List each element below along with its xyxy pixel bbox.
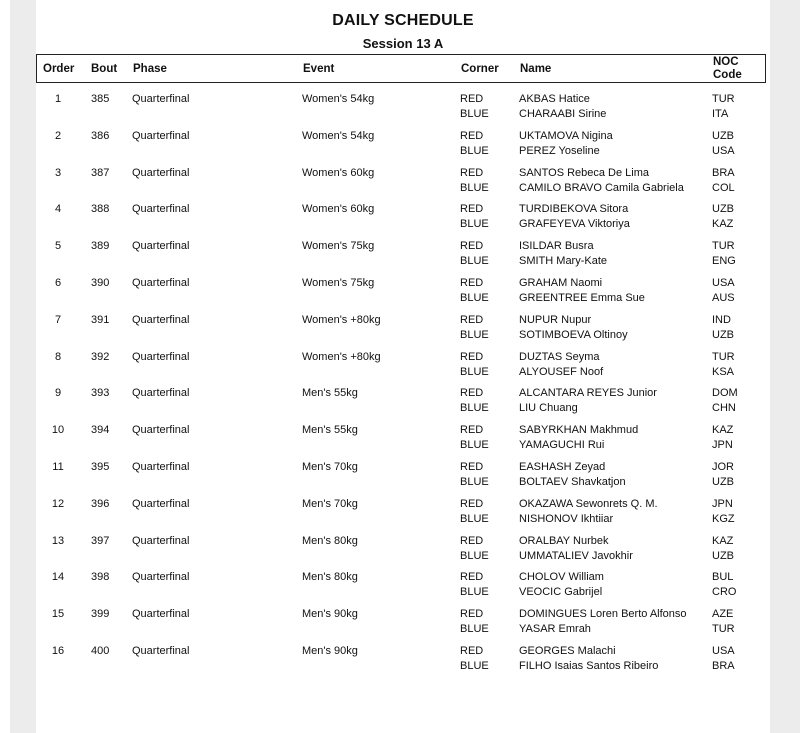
blue-noc-code: UZB bbox=[712, 328, 734, 341]
phase-label: Quarterfinal bbox=[132, 424, 190, 437]
bout-list bbox=[36, 92, 770, 681]
red-noc-code: UZB bbox=[712, 129, 734, 142]
phase-label: Quarterfinal bbox=[132, 387, 190, 400]
blue-corner-label: BLUE bbox=[460, 659, 489, 672]
red-athlete-name: OKAZAWA Sewonrets Q. M. bbox=[519, 497, 658, 510]
event-label: Men's 90kg bbox=[302, 608, 358, 621]
blue-corner-label: BLUE bbox=[460, 291, 489, 304]
event-label: Men's 90kg bbox=[302, 644, 358, 657]
bout-number: 394 bbox=[91, 424, 110, 437]
red-corner-label: RED bbox=[460, 608, 484, 621]
blue-noc-code: KSA bbox=[712, 365, 735, 378]
red-corner-label: RED bbox=[460, 240, 484, 253]
red-athlete-name: DUZTAS Seyma bbox=[519, 350, 600, 363]
red-corner-label: RED bbox=[460, 424, 484, 437]
event-label: Women's 60kg bbox=[302, 166, 375, 179]
order-number: 5 bbox=[54, 240, 62, 253]
bout-row bbox=[36, 644, 770, 681]
red-athlete-name: ISILDAR Busra bbox=[519, 240, 594, 253]
document-title: DAILY SCHEDULE bbox=[332, 12, 474, 29]
event-label: Women's +80kg bbox=[302, 350, 381, 363]
blue-noc-code: KAZ bbox=[712, 218, 734, 231]
red-noc-code: TUR bbox=[712, 240, 735, 253]
bout-row bbox=[36, 166, 770, 203]
blue-corner-label: BLUE bbox=[460, 439, 489, 452]
blue-noc-code: ENG bbox=[712, 255, 736, 268]
red-noc-code: USA bbox=[712, 276, 735, 289]
red-corner-label: RED bbox=[460, 387, 484, 400]
bout-number: 387 bbox=[91, 166, 110, 179]
phase-label: Quarterfinal bbox=[132, 129, 190, 142]
bout-number: 388 bbox=[91, 203, 110, 216]
phase-label: Quarterfinal bbox=[132, 166, 190, 179]
phase-label: Quarterfinal bbox=[132, 497, 190, 510]
phase-label: Quarterfinal bbox=[132, 240, 190, 253]
blue-noc-code: UZB bbox=[712, 475, 734, 488]
phase-label: Quarterfinal bbox=[132, 608, 190, 621]
red-corner-label: RED bbox=[460, 534, 484, 547]
order-number: 3 bbox=[54, 166, 62, 179]
red-corner-label: RED bbox=[460, 571, 484, 584]
event-label: Women's 60kg bbox=[302, 203, 375, 216]
blue-noc-code: KGZ bbox=[712, 512, 735, 525]
event-label: Women's +80kg bbox=[302, 313, 381, 326]
blue-noc-code: UZB bbox=[712, 549, 734, 562]
bout-number: 396 bbox=[91, 497, 110, 510]
blue-athlete-name: PEREZ Yoseline bbox=[519, 144, 600, 157]
order-number: 7 bbox=[54, 313, 62, 326]
order-number: 12 bbox=[51, 497, 65, 510]
blue-athlete-name: NISHONOV Ikhtiiar bbox=[519, 512, 614, 525]
order-number: 13 bbox=[51, 534, 65, 547]
header-event: Event bbox=[303, 63, 335, 75]
bout-number: 398 bbox=[91, 571, 110, 584]
bout-number: 397 bbox=[91, 534, 110, 547]
order-number: 4 bbox=[54, 203, 62, 216]
order-number: 10 bbox=[51, 424, 65, 437]
red-athlete-name: AKBAS Hatice bbox=[519, 93, 590, 105]
bout-row bbox=[36, 460, 770, 497]
blue-noc-code: JPN bbox=[712, 439, 733, 452]
red-noc-code: USA bbox=[712, 644, 735, 657]
blue-athlete-name: SMITH Mary-Kate bbox=[519, 255, 608, 268]
bout-row bbox=[36, 276, 770, 313]
bout-number: 392 bbox=[91, 350, 110, 363]
blue-noc-code: USA bbox=[712, 144, 735, 157]
event-label: Men's 55kg bbox=[302, 424, 358, 437]
header-order: Order bbox=[43, 63, 75, 75]
blue-noc-code: TUR bbox=[712, 623, 735, 636]
blue-athlete-name: YAMAGUCHI Rui bbox=[519, 439, 605, 452]
blue-corner-label: BLUE bbox=[460, 475, 489, 488]
blue-athlete-name: SOTIMBOEVA Oltinoy bbox=[519, 328, 628, 341]
event-label: Men's 80kg bbox=[302, 534, 358, 547]
red-corner-label: RED bbox=[460, 313, 484, 326]
red-corner-label: RED bbox=[460, 129, 484, 142]
red-athlete-name: DOMINGUES Loren Berto Alfonso bbox=[519, 608, 687, 621]
header-corner: Corner bbox=[461, 63, 499, 75]
blue-athlete-name: GRAFEYEVA Viktoriya bbox=[519, 218, 630, 231]
order-number: 14 bbox=[51, 571, 65, 584]
blue-corner-label: BLUE bbox=[460, 255, 489, 268]
red-noc-code: JPN bbox=[712, 497, 733, 510]
red-athlete-name: UKTAMOVA Nigina bbox=[519, 129, 613, 142]
bout-number: 393 bbox=[91, 387, 110, 400]
event-label: Women's 75kg bbox=[302, 240, 375, 253]
bout-row bbox=[36, 607, 770, 644]
bout-number: 400 bbox=[91, 644, 110, 657]
red-noc-code: UZB bbox=[712, 203, 734, 216]
red-noc-code: BRA bbox=[712, 166, 735, 179]
bout-number: 386 bbox=[91, 129, 110, 142]
red-corner-label: RED bbox=[460, 166, 484, 179]
bout-row bbox=[36, 497, 770, 534]
red-athlete-name: ALCANTARA REYES Junior bbox=[519, 387, 657, 400]
blue-noc-code: COL bbox=[712, 181, 735, 194]
event-label: Men's 70kg bbox=[302, 497, 358, 510]
order-number: 2 bbox=[54, 129, 62, 142]
red-noc-code: BUL bbox=[712, 571, 734, 584]
red-athlete-name: TURDIBEKOVA Sitora bbox=[519, 203, 629, 216]
bout-row bbox=[36, 423, 770, 460]
red-athlete-name: NUPUR Nupur bbox=[519, 313, 592, 326]
session-subtitle: Session 13 A bbox=[362, 36, 444, 51]
red-noc-code: JOR bbox=[712, 460, 734, 473]
red-athlete-name: ORALBAY Nurbek bbox=[519, 534, 609, 547]
phase-label: Quarterfinal bbox=[132, 93, 190, 105]
red-noc-code: IND bbox=[712, 313, 731, 326]
bout-row bbox=[36, 570, 770, 607]
blue-corner-label: BLUE bbox=[460, 512, 489, 525]
red-noc-code: DOM bbox=[712, 387, 738, 400]
red-noc-code: AZE bbox=[712, 608, 734, 621]
blue-noc-code: BRA bbox=[712, 659, 735, 672]
event-label: Men's 55kg bbox=[302, 387, 358, 400]
blue-noc-code: AUS bbox=[712, 291, 735, 304]
blue-corner-label: BLUE bbox=[460, 181, 489, 194]
red-athlete-name: GEORGES Malachi bbox=[519, 644, 616, 657]
phase-label: Quarterfinal bbox=[132, 460, 190, 473]
phase-label: Quarterfinal bbox=[132, 313, 190, 326]
order-number: 6 bbox=[54, 276, 62, 289]
phase-label: Quarterfinal bbox=[132, 534, 190, 547]
blue-corner-label: BLUE bbox=[460, 108, 489, 120]
bout-row bbox=[36, 202, 770, 239]
red-noc-code: TUR bbox=[712, 350, 735, 363]
header-name: Name bbox=[520, 63, 552, 75]
bout-number: 395 bbox=[91, 460, 110, 473]
red-athlete-name: CHOLOV William bbox=[519, 571, 604, 584]
blue-corner-label: BLUE bbox=[460, 623, 489, 636]
blue-athlete-name: FILHO Isaias Santos Ribeiro bbox=[519, 659, 659, 672]
order-number: 8 bbox=[54, 350, 62, 363]
blue-noc-code: CRO bbox=[712, 586, 737, 599]
order-number: 1 bbox=[54, 93, 62, 105]
bout-row bbox=[36, 129, 770, 166]
blue-athlete-name: LIU Chuang bbox=[519, 402, 578, 415]
header-phase: Phase bbox=[133, 63, 167, 75]
red-corner-label: RED bbox=[460, 203, 484, 216]
bout-number: 389 bbox=[91, 240, 110, 253]
blue-noc-code: ITA bbox=[712, 108, 729, 120]
red-athlete-name: GRAHAM Naomi bbox=[519, 276, 603, 289]
phase-label: Quarterfinal bbox=[132, 350, 190, 363]
blue-athlete-name: CHARAABI Sirine bbox=[519, 108, 607, 120]
red-athlete-name: EASHASH Zeyad bbox=[519, 460, 606, 473]
bout-row bbox=[36, 350, 770, 387]
order-number: 11 bbox=[52, 460, 64, 473]
bout-number: 385 bbox=[91, 93, 110, 105]
red-noc-code: KAZ bbox=[712, 424, 734, 437]
blue-athlete-name: GREENTREE Emma Sue bbox=[519, 291, 645, 304]
red-corner-label: RED bbox=[460, 350, 484, 363]
order-number: 15 bbox=[51, 608, 65, 621]
bout-row bbox=[36, 534, 770, 571]
bout-row bbox=[36, 239, 770, 276]
red-corner-label: RED bbox=[460, 497, 484, 510]
blue-athlete-name: UMMATALIEV Javokhir bbox=[519, 549, 633, 562]
blue-athlete-name: ALYOUSEF Noof bbox=[519, 365, 604, 378]
bout-row bbox=[36, 386, 770, 423]
blue-corner-label: BLUE bbox=[460, 218, 489, 231]
bout-row bbox=[36, 313, 770, 350]
red-corner-label: RED bbox=[460, 644, 484, 657]
blue-athlete-name: YASAR Emrah bbox=[519, 623, 591, 636]
event-label: Men's 70kg bbox=[302, 460, 358, 473]
red-corner-label: RED bbox=[460, 460, 484, 473]
page-edge-left bbox=[10, 0, 36, 733]
blue-athlete-name: CAMILO BRAVO Camila Gabriela bbox=[519, 181, 684, 194]
blue-corner-label: BLUE bbox=[460, 144, 489, 157]
phase-label: Quarterfinal bbox=[132, 276, 190, 289]
page-edge-right bbox=[770, 0, 800, 733]
event-label: Women's 75kg bbox=[302, 276, 375, 289]
event-label: Women's 54kg bbox=[302, 93, 375, 105]
event-label: Women's 54kg bbox=[302, 129, 375, 142]
bout-number: 390 bbox=[91, 276, 110, 289]
bout-number: 391 bbox=[91, 313, 110, 326]
blue-corner-label: BLUE bbox=[460, 549, 489, 562]
bout-number: 399 bbox=[91, 608, 110, 621]
blue-corner-label: BLUE bbox=[460, 586, 489, 599]
red-athlete-name: SABYRKHAN Makhmud bbox=[519, 424, 639, 437]
phase-label: Quarterfinal bbox=[132, 644, 190, 657]
blue-athlete-name: BOLTAEV Shavkatjon bbox=[519, 475, 626, 488]
bout-row bbox=[36, 92, 770, 129]
header-noc-code: Code bbox=[713, 69, 742, 81]
red-corner-label: RED bbox=[460, 93, 484, 105]
event-label: Men's 80kg bbox=[302, 571, 358, 584]
order-number: 9 bbox=[54, 387, 62, 400]
blue-athlete-name: VEOCIC Gabrijel bbox=[519, 586, 603, 599]
blue-corner-label: BLUE bbox=[460, 365, 489, 378]
header-bout: Bout bbox=[91, 63, 118, 75]
red-noc-code: KAZ bbox=[712, 534, 734, 547]
schedule-sheet bbox=[36, 0, 770, 733]
phase-label: Quarterfinal bbox=[132, 571, 190, 584]
blue-corner-label: BLUE bbox=[460, 402, 489, 415]
blue-corner-label: BLUE bbox=[460, 328, 489, 341]
red-noc-code: TUR bbox=[712, 93, 735, 105]
red-athlete-name: SANTOS Rebeca De Lima bbox=[519, 166, 650, 179]
table-header bbox=[36, 54, 766, 83]
order-number: 16 bbox=[51, 644, 65, 657]
phase-label: Quarterfinal bbox=[132, 203, 190, 216]
header-noc: NOC bbox=[713, 56, 739, 68]
blue-noc-code: CHN bbox=[712, 402, 736, 415]
red-corner-label: RED bbox=[460, 276, 484, 289]
